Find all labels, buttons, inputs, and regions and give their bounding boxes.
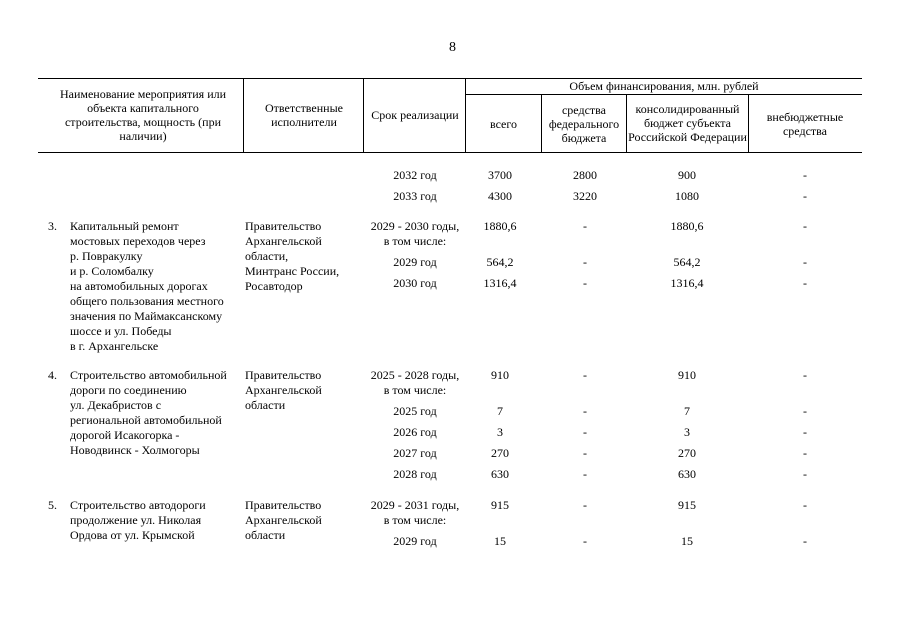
table-cell: -	[803, 425, 807, 439]
table-cell: в том числе:	[383, 383, 447, 397]
table-cell: значения по Маймаксанскому	[70, 309, 223, 323]
header-period: Срок реализации	[371, 108, 459, 122]
table-cell: Капитальный ремонт	[70, 219, 179, 233]
item-name	[70, 498, 206, 543]
header-divider-1	[243, 78, 244, 152]
header-divider-2	[363, 78, 364, 152]
table-cell: 564,2	[673, 255, 701, 269]
table-cell: -	[803, 189, 807, 203]
table-cell: 3700	[488, 168, 512, 182]
table-cell: Ордова от ул. Крымской	[70, 528, 195, 542]
table-cell: 15	[494, 534, 506, 548]
table-cell: в г. Архангельске	[70, 339, 159, 353]
table-cell: -	[803, 467, 807, 481]
table-cell: -	[583, 255, 587, 269]
table-cell: -	[583, 467, 587, 481]
table-cell: Росавтодор	[245, 279, 303, 293]
table-cell: 3	[497, 425, 503, 439]
table-cell: ул. Декабристов с	[70, 398, 162, 412]
table-cell: Архангельской	[245, 383, 322, 397]
header-name: Наименование мероприятия или объекта капитального строительства, мощность (при наличии)	[59, 87, 227, 143]
table-cell: 2029 год	[393, 255, 437, 269]
table-cell: области	[245, 528, 286, 542]
table-cell: дорогой Исакогорка -	[70, 428, 180, 442]
table-cell: 2027 год	[393, 446, 437, 460]
table-cell: 1880,6	[670, 219, 704, 233]
table-cell: -	[803, 255, 807, 269]
table-cell: 1316,4	[670, 276, 704, 290]
item-number: 4.	[48, 368, 57, 382]
table-cell: 1880,6	[483, 219, 517, 233]
table-cell: -	[803, 368, 807, 382]
header-consolidated: консолидированный бюджет субъекта Российской Федерации	[628, 102, 747, 144]
table-cell: Строительство автомобильной	[70, 368, 227, 382]
item-number: 5.	[48, 498, 57, 512]
table-cell: 15	[681, 534, 693, 548]
header-divider-4	[541, 94, 542, 152]
table-cell: р. Повракулку	[70, 249, 143, 263]
table-cell: -	[583, 534, 587, 548]
table-cell: -	[583, 368, 587, 382]
header-federal: средства федерального бюджета	[548, 103, 620, 145]
table-cell: 1316,4	[483, 276, 517, 290]
table-cell: 1080	[675, 189, 699, 203]
table-cell: 7	[497, 404, 503, 418]
table-cell: на автомобильных дорогах	[70, 279, 208, 293]
table-cell: -	[583, 498, 587, 512]
table-cell: 915	[678, 498, 696, 512]
table-cell: и р. Соломбалку	[70, 264, 154, 278]
table-cell: области,	[245, 249, 289, 263]
table-cell: в том числе:	[383, 234, 447, 248]
table-cell: 2030 год	[393, 276, 437, 290]
table-cell: Архангельской	[245, 513, 322, 527]
table-cell: дороги по соединению	[70, 383, 187, 397]
table-cell: 630	[678, 467, 696, 481]
table-cell: 2800	[573, 168, 597, 182]
table-cell: -	[803, 498, 807, 512]
item-responsible	[245, 219, 339, 294]
table-cell: -	[803, 276, 807, 290]
table-cell: Строительство автодороги	[70, 498, 206, 512]
table-cell: 2032 год	[393, 168, 437, 182]
header-divider-6	[748, 94, 749, 152]
table-cell: -	[803, 404, 807, 418]
table-cell: 915	[491, 498, 509, 512]
table-cell: 7	[684, 404, 690, 418]
item-name	[70, 219, 224, 354]
table-cell: -	[803, 446, 807, 460]
table-cell: продолжение ул. Николая	[70, 513, 202, 527]
table-cell: мостовых переходов через	[70, 234, 206, 248]
header-extrabudget: внебюджетные средства	[766, 110, 844, 138]
table-cell: -	[803, 534, 807, 548]
item-responsible	[245, 498, 322, 543]
page-number: 8	[449, 40, 456, 55]
item-responsible	[245, 368, 322, 413]
table-cell: 910	[678, 368, 696, 382]
table-cell: -	[583, 276, 587, 290]
table-cell: 2026 год	[393, 425, 437, 439]
table-cell: 564,2	[486, 255, 514, 269]
header-responsible: Ответственные исполнители	[265, 101, 343, 129]
table-cell: 270	[678, 446, 696, 460]
table-cell: 2025 - 2028 годы,	[370, 368, 460, 382]
table-cell: 270	[491, 446, 509, 460]
table-cell: Правительство	[245, 219, 322, 233]
table-cell: Новодвинск - Холмогоры	[70, 443, 200, 457]
table-cell: шоссе и ул. Победы	[70, 324, 172, 338]
table-cell: 2029 - 2030 годы,	[370, 219, 460, 233]
table-cell: -	[803, 219, 807, 233]
table-cell: -	[583, 219, 587, 233]
table-cell: -	[583, 425, 587, 439]
header-funding: Объем финансирования, млн. рублей	[569, 79, 759, 93]
table-cell: -	[803, 168, 807, 182]
table-cell: Архангельской	[245, 234, 322, 248]
table-cell: 2033 год	[393, 189, 437, 203]
table-cell: 3	[684, 425, 690, 439]
table-cell: Правительство	[245, 498, 322, 512]
item-number: 3.	[48, 219, 57, 233]
table-cell: -	[583, 404, 587, 418]
header-total: всего	[489, 117, 518, 131]
table-cell: 910	[491, 368, 509, 382]
table-cell: 2029 - 2031 годы,	[370, 498, 460, 512]
table-cell: 900	[678, 168, 696, 182]
table-cell: 3220	[573, 189, 597, 203]
item-name	[70, 368, 227, 458]
table-cell: -	[583, 446, 587, 460]
table-cell: Правительство	[245, 368, 322, 382]
header-bottom-rule	[38, 152, 862, 153]
table-cell: 2028 год	[393, 467, 437, 481]
table-cell: региональной автомобильной	[70, 413, 222, 427]
table-cell: 2025 год	[393, 404, 437, 418]
table-cell: в том числе:	[383, 513, 447, 527]
table-cell: Минтранс России,	[245, 264, 340, 278]
table-cell: 630	[491, 467, 509, 481]
table-cell: общего пользования местного	[70, 294, 224, 308]
table-cell: 2029 год	[393, 534, 437, 548]
table-cell: области	[245, 398, 286, 412]
table-cell: 4300	[488, 189, 512, 203]
